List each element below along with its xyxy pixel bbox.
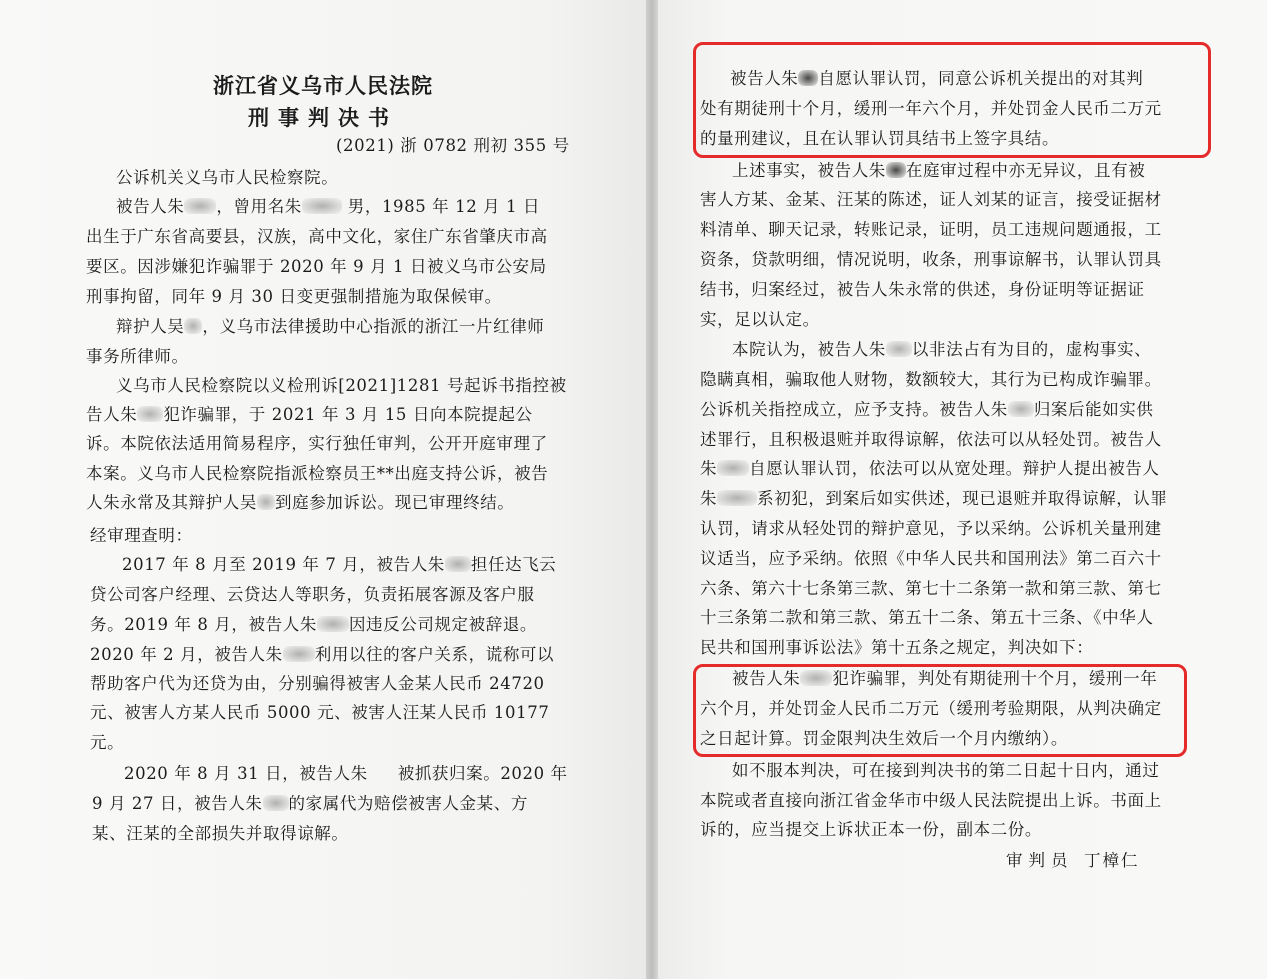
judge-name: 丁樟仁	[1084, 851, 1140, 870]
text-line: 认罚，请求从轻处罚的辩护意见，予以采纳。公诉机关量刑建	[700, 519, 1162, 538]
text-line: 被告人朱 犯诈骗罪，判处有期徒刑十个月，缓刑一年	[732, 669, 1158, 688]
court-name: 浙江省义乌市人民法院	[213, 74, 433, 98]
redaction	[1008, 401, 1034, 417]
text-line: 处有期徒刑十个月，缓刑一年六个月，并处罚金人民币二万元	[700, 99, 1162, 118]
redaction	[184, 198, 216, 214]
text-line: 上述事实，被告人朱 在庭审过程中亦无异议，且有被	[732, 161, 1146, 180]
text-line: 六条、第六十七条第三款、第七十二条第一款和第三款、第七	[700, 579, 1162, 598]
text-line: 本院认为，被告人朱 以非法占有为目的，虚构事实、	[732, 340, 1152, 359]
text-line: 述罪行，且积极退赃并取得谅解，依法可以从轻处罚。被告人	[700, 430, 1162, 449]
text-line: 要区。因涉嫌犯诈骗罪于 2020 年 9 月 1 日被义乌市公安局	[86, 257, 547, 276]
text-line: 朱 系初犯，到案后如实供述，现已退赃并取得谅解，认罪	[700, 489, 1168, 508]
text-line: 本案。义乌市人民检察院指派检察员王**出庭支持公诉，被告	[86, 464, 549, 483]
redaction	[302, 198, 342, 214]
text-line: 朱 自愿认罪认罚，依法可以从宽处理。辩护人提出被告人	[700, 459, 1160, 478]
text-line: 元、被害人方某人民币 5000 元、被害人汪某人民币 10177	[90, 703, 550, 722]
text-line: 元。	[90, 733, 125, 752]
text-line: 实，足以认定。	[700, 310, 820, 329]
text-line: 十三条第二款和第三款、第五十二条、第五十三条、《中华人	[700, 608, 1154, 627]
text-line: 议适当，应予采纳。依照《中华人民共和国刑法》第二百六十	[700, 549, 1162, 568]
text-line: 公诉机关指控成立，应予支持。被告人朱 归案后能如实供	[700, 400, 1154, 419]
redaction	[317, 616, 349, 632]
text-line: 9 月 27 日，被告人朱 的家属代为赔偿被害人金某、方	[92, 794, 528, 813]
text-line: 诉。本院依法适用简易程序，实行独任审判，公开开庭审理了	[86, 434, 548, 453]
text-line: 刑事拘留，同年 9 月 30 日变更强制措施为取保候审。	[86, 287, 502, 306]
text-line: 结书，归案经过，被告人朱永常的供述，身份证明等证据证	[700, 280, 1145, 299]
text-line: 2020 年 2 月，被告人朱 利用以往的客户关系，谎称可以	[90, 645, 555, 664]
redaction	[184, 318, 202, 334]
text-line: 隐瞒真相，骗取他人财物，数额较大，其行为已构成诈骗罪。	[700, 370, 1162, 389]
text-line: 人朱永常及其辩护人吴 到庭参加诉讼。现已审理终结。	[86, 493, 515, 512]
text-line: 帮助客户代为还贷为由，分别骗得被害人金某人民币 24720	[90, 674, 545, 693]
redaction	[368, 765, 398, 781]
text-line: 经审理查明：	[90, 526, 193, 545]
text-line: 诉的，应当提交上诉状正本一份，副本二份。	[700, 820, 1042, 839]
judge-label: 审判员	[1006, 851, 1074, 870]
redaction	[886, 162, 906, 178]
text-line: 被告人朱 自愿认罪认罚，同意公诉机关提出的对其判	[730, 69, 1144, 88]
highlight-box-plea	[693, 42, 1211, 158]
text-line: 的量刑建议，且在认罪认罚具结书上签字具结。	[700, 129, 1060, 148]
redaction	[717, 460, 749, 476]
text-line: 资条，贷款明细，情况说明，收条，刑事谅解书，认罪认罚具	[700, 250, 1162, 269]
text-line: 料清单、聊天记录，转账记录，证明，员工违规问题通报，工	[700, 220, 1162, 239]
text-line: 某、汪某的全部损失并取得谅解。	[92, 824, 349, 843]
text-line: 六个月，并处罚金人民币二万元（缓刑考验期限，从判决确定	[700, 699, 1162, 718]
redaction	[886, 341, 912, 357]
redaction	[445, 556, 471, 572]
redaction	[137, 406, 163, 422]
text-line: 2020 年 8 月 31 日，被告人朱 被抓获归案。2020 年	[124, 764, 568, 783]
text-line: 辩护人吴 ，义乌市法律援助中心指派的浙江一片红律师	[116, 317, 545, 336]
text-line: 事务所律师。	[86, 347, 189, 366]
redaction	[717, 490, 757, 506]
text-line: 2017 年 8 月至 2019 年 7 月，被告人朱 担任达飞云	[122, 555, 557, 574]
redaction	[257, 494, 275, 510]
text-line: 义乌市人民检察院以义检刑诉[2021]1281 号起诉书指控被	[116, 376, 567, 395]
book-gutter	[646, 0, 658, 979]
text-line: 本院或者直接向浙江省金华市中级人民法院提出上诉。书面上	[700, 791, 1162, 810]
case-number: (2021) 浙 0782 刑初 355 号	[336, 136, 570, 155]
text-line: 公诉机关义乌市人民检察院。	[116, 168, 339, 187]
text-line: 贷公司客户经理、云贷达人等职务，负责拓展客源及客户服	[90, 585, 535, 604]
text-line: 害人方某、金某、汪某的陈述，证人刘某的证言，接受证据材	[700, 190, 1162, 209]
document-title: 刑事判决书	[248, 106, 398, 130]
text-line: 出生于广东省高要县，汉族，高中文化，家住广东省肇庆市高	[86, 227, 548, 246]
text-line: 之日起计算。罚金限判决生效后一个月内缴纳）。	[700, 729, 1068, 748]
text-line: 务。2019 年 8 月，被告人朱 因违反公司规定被辞退。	[90, 615, 538, 634]
text-line: 被告人朱 ，曾用名朱 男，1985 年 12 月 1 日	[116, 197, 541, 216]
text-line: 如不服本判决，可在接到判决书的第二日起十日内，通过	[732, 761, 1160, 780]
redaction	[283, 646, 315, 662]
highlight-box-verdict	[693, 664, 1187, 757]
text-line: 告人朱 犯诈骗罪，于 2021 年 3 月 15 日向本院提起公	[86, 405, 533, 424]
text-line: 民共和国刑事诉讼法》第十五条之规定，判决如下：	[700, 638, 1094, 657]
redaction	[263, 795, 289, 811]
